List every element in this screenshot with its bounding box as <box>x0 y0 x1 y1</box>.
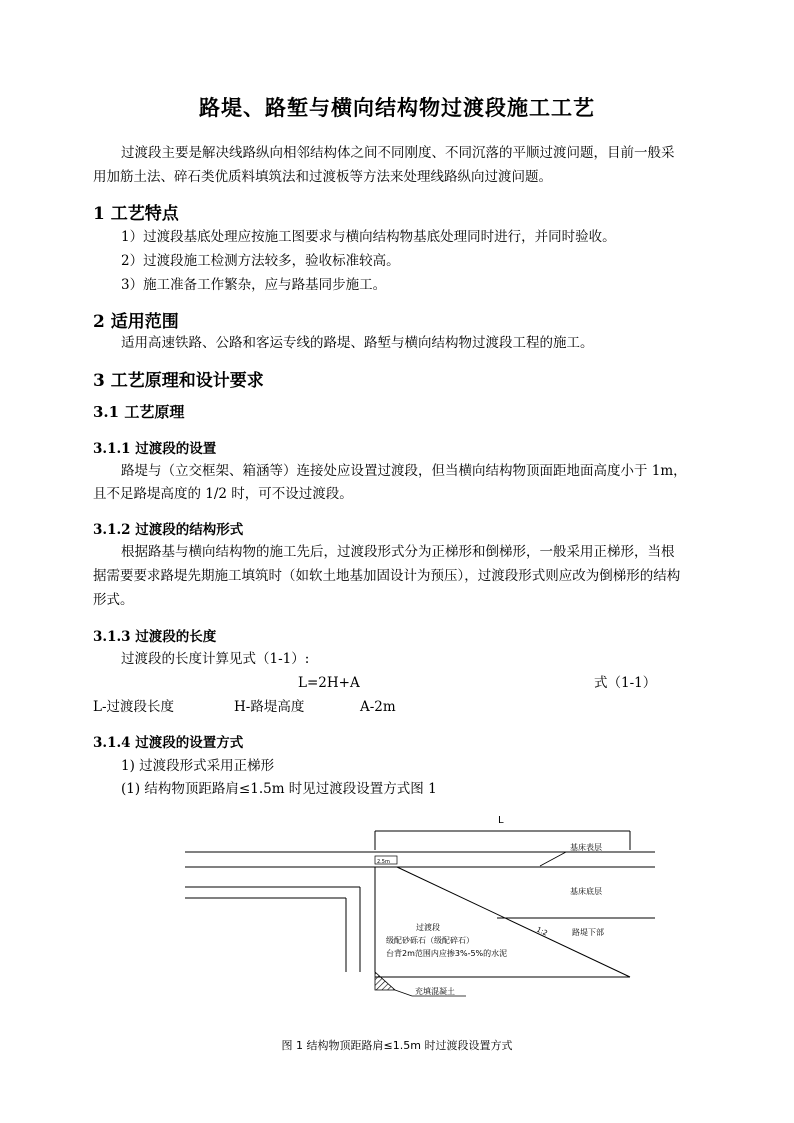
section-3-1-4-item-2: (1) 结构物顶距路肩≤1.5m 时见过渡段设置方式图 1 <box>121 781 437 797</box>
section-3-1-2-line-1: 根据路基与横向结构物的施工先后，过渡段形式分为正梯形和倒梯形，一般采用正梯形，当根 <box>121 544 675 560</box>
section-1-heading: 1 工艺特点 <box>93 204 179 224</box>
formula-number: 式（1-1） <box>594 675 657 691</box>
label-ballast-surface: 基床表层 <box>570 843 602 852</box>
section-3-1-4-heading: 3.1.4 过渡段的设置方式 <box>93 735 244 751</box>
section-3-heading: 3 工艺原理和设计要求 <box>93 371 264 391</box>
section-1-item-3: 3）施工准备工作繁杂，应与路基同步施工。 <box>121 277 387 293</box>
section-1-item-2: 2）过渡段施工检测方法较多，验收标准较高。 <box>121 253 400 269</box>
concrete-leader-line <box>395 990 412 996</box>
section-3-1-heading: 3.1 工艺原理 <box>93 403 185 421</box>
label-transition: 过渡段 <box>416 923 440 932</box>
section-2-heading: 2 适用范围 <box>93 312 179 332</box>
formula: L=2H+A <box>298 675 360 691</box>
section-3-1-1-heading: 3.1.1 过渡段的设置 <box>93 441 217 457</box>
label-small: 2.5m <box>377 859 390 865</box>
section-3-1-3-heading: 3.1.3 过渡段的长度 <box>93 629 217 645</box>
label-cement: 台背2m范围内应掺3%-5%的水泥 <box>386 949 508 958</box>
section-3-1-2-line-3: 形式。 <box>93 592 134 608</box>
section-3-1-1-line-1: 路堤与（立交框架、箱涵等）连接处应设置过渡段，但当横向结构物顶面距地面高度小于 1m， <box>121 463 687 479</box>
section-2-text: 适用高速铁路、公路和客运专线的路堤、路堑与横向结构物过渡段工程的施工。 <box>121 335 594 351</box>
surface-leader-line <box>540 852 566 866</box>
label-L: L <box>498 815 504 826</box>
structure-outline <box>185 867 375 972</box>
slope-line <box>397 867 630 977</box>
section-3-1-2-line-2: 据需要要求路堤先期施工填筑时（如软土地基加固设计为预压），过渡段形式则应改为倒梯形的结构 <box>93 568 681 584</box>
label-gravel: 级配砂砾石（级配碎石） <box>386 936 474 945</box>
intro-line-1: 过渡段主要是解决线路纵向相邻结构体之间不同刚度、不同沉落的平顺过渡问题，目前一般采 <box>121 145 675 161</box>
section-3-1-2-heading: 3.1.2 过渡段的结构形式 <box>93 522 244 538</box>
section-3-1-4-item-1: 1) 过渡段形式采用正梯形 <box>121 758 275 774</box>
transition-section-figure <box>0 800 794 1030</box>
label-embankment-lower: 路堤下部 <box>572 928 604 937</box>
label-slope: 1:2 <box>535 925 549 938</box>
intro-line-2: 用加筋土法、碎石类优质料填筑法和过渡板等方法来处理线路纵向过渡问题。 <box>93 169 552 185</box>
label-concrete: 充填混凝土 <box>415 987 455 996</box>
section-1-item-1: 1）过渡段基底处理应按施工图要求与横向结构物基底处理同时进行，并同时验收。 <box>121 229 616 245</box>
definition-L: L-过渡段长度 <box>93 699 175 715</box>
definition-H: H-路堤高度 <box>234 699 305 715</box>
concrete-fill-hatch <box>375 972 395 990</box>
section-3-1-1-line-2: 且不足路堤高度的 1/2 时，可不设过渡段。 <box>93 486 353 502</box>
page-title: 路堤、路堑与横向结构物过渡段施工工艺 <box>199 95 595 120</box>
label-ballast-bottom: 基床底层 <box>570 887 602 896</box>
figure-caption: 图 1 结构物顶距路肩≤1.5m 时过渡段设置方式 <box>281 1039 513 1052</box>
section-3-1-3-line-1: 过渡段的长度计算见式（1-1）: <box>121 651 310 667</box>
definition-A: A-2m <box>360 699 396 715</box>
